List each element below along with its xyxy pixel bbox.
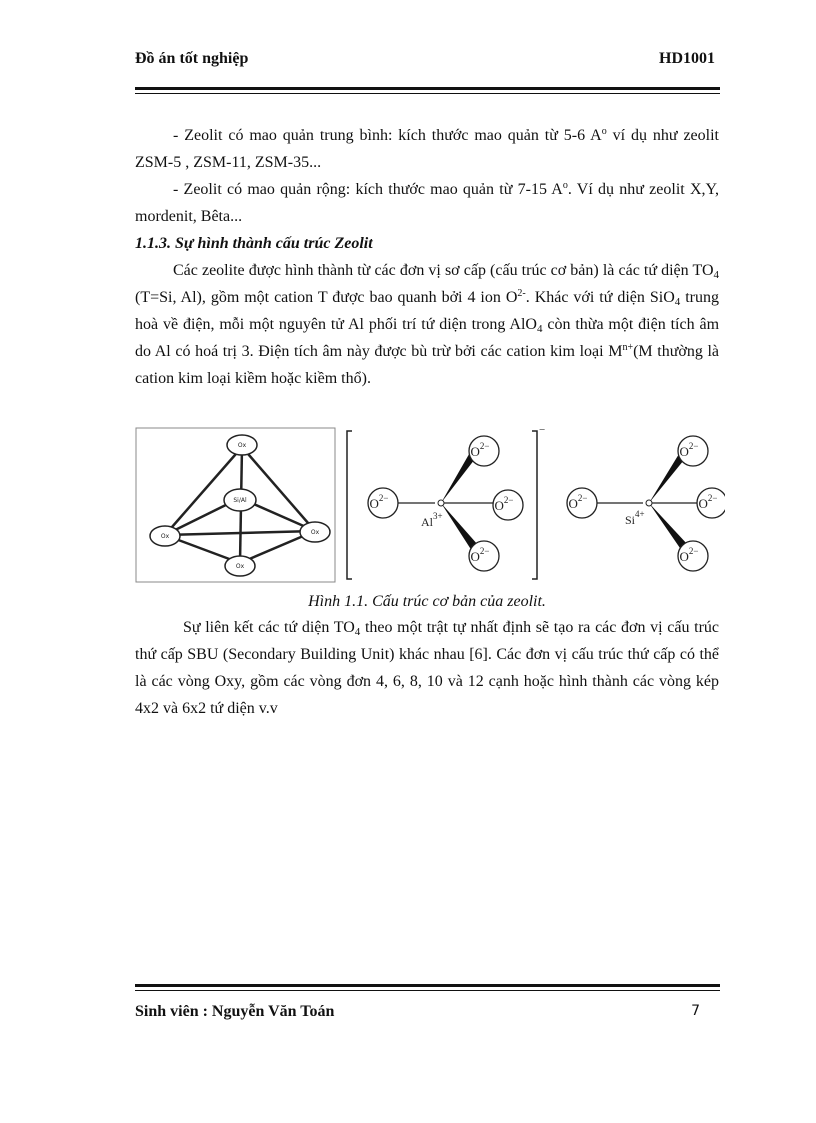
svg-text:O2−: $O^{2-}$ (369, 493, 389, 511)
figure-caption: Hình 1.1. Cấu trúc cơ bản của zeolit. (308, 593, 546, 610)
paragraph-medium-pores: - Zeolit có mao quản trung bình: kích thước mao quản từ 5-6 $A^o$ ví dụ như zeolit ZSM-5 , ZSM-11, ZSM-35... (135, 126, 719, 171)
tetra-label-center: Si/Al (233, 497, 247, 504)
tetra-label-left: Ox (160, 533, 170, 540)
header-thesis-label: Đồ án tốt nghiệp (135, 50, 249, 67)
svg-text:Al3+: $Al^{3+}$ (421, 511, 443, 529)
svg-text:O2−: $O^{2-}$ (679, 441, 699, 459)
page-number: 7 (691, 1003, 700, 1019)
footer-rule-thick (135, 984, 720, 987)
sio4-unit (567, 436, 725, 571)
zeolite-structure-figure (135, 423, 725, 585)
svg-text:O2−: $O^{2-}$ (679, 546, 699, 564)
paragraph-structure: Các zeolite được hình thành từ các đơn vị sơ cấp (cấu trúc cơ bản) là các tứ diện $TO_4$ (T=Si, Al), gồm một cation T được bao quanh bởi 4 ion $O^{2-}$. Khác với tứ diện SiO$_4$ trung hoà về điện, mỗi một nguyên tử Al phối trí tứ diện trong AlO$_4$ còn thừa một điện tích âm do Al có hoá trị 3. Điện tích âm này được bù trừ bởi các cation kim loại $M^{n+}(M$ thường là cation kim loại kiềm hoặc kiềm thổ). (135, 262, 720, 387)
body-text-bottom (135, 614, 719, 722)
svg-text:O2−: $O^{2-}$ (470, 441, 490, 459)
svg-text:Si4+: $Si^{4+}$ (625, 509, 645, 527)
al-label: Al (421, 515, 433, 529)
alo4-unit (347, 424, 545, 579)
page-footer (135, 1003, 700, 1021)
paragraph-sbu: Sự liên kết các tứ diện $TO_4$ theo một trật tự nhất định sẽ tạo ra các đơn vị cấu trúc thứ cấp SBU (Secondary Building Unit) khác nhau [6]. Các đơn vị cấu trúc thứ cấp có thể là các vòng Oxy, gồm các vòng đơn 4, 6, 8, 10 và 12 cạnh hoặc hình thành các vòng kép 4x2 và 6x2 tứ diện v.v (135, 619, 719, 717)
bracket-charge: − (539, 424, 546, 436)
svg-text:O2−: $O^{2-}$ (494, 495, 514, 513)
paragraph-large-pores: - Zeolit có mao quản rộng: kích thước mao quản từ 7-15 $A^o$. Ví dụ như zeolit X,Y, mordenit, Bêta... (135, 180, 719, 225)
section-heading: 1.1.3. Sự hình thành cấu trúc Zeolit (135, 235, 373, 252)
body-text-top (135, 122, 719, 392)
header-doc-code: HD1001 (659, 50, 715, 67)
svg-text:O2−: $O^{2-}$ (470, 546, 490, 564)
tetra-label-bottom: Ox (235, 563, 245, 570)
footer-rule-thin (135, 990, 720, 991)
tetra-label-top: Ox (237, 442, 247, 449)
si-label: Si (625, 513, 636, 527)
footer-student-name: Sinh viên : Nguyễn Văn Toán (135, 1003, 335, 1020)
page-header (135, 50, 715, 72)
tetra-label-right: Ox (310, 529, 320, 536)
tetrahedron-diagram (136, 428, 335, 582)
svg-text:O2−: $O^{2-}$ (698, 493, 718, 511)
header-rule-thick (135, 87, 720, 90)
svg-text:O2−: $O^{2-}$ (568, 493, 588, 511)
header-rule-thin (135, 93, 720, 94)
